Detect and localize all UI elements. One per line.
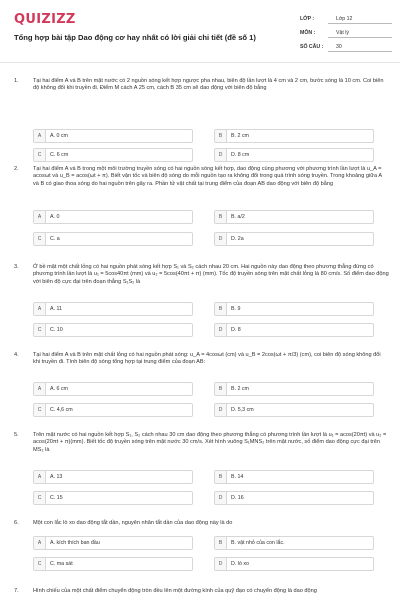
option-text: C. 4,6 cm: [50, 407, 73, 413]
option-a[interactable]: [33, 536, 193, 550]
option-b[interactable]: [214, 210, 374, 224]
option-a[interactable]: [33, 129, 193, 143]
meta-row-subject: [300, 28, 392, 38]
option-letter: D: [215, 558, 227, 570]
option-text: A. kích thích ban đầu: [50, 540, 100, 546]
option-letter: D: [215, 324, 227, 336]
option-a[interactable]: [33, 382, 193, 396]
option-b[interactable]: [214, 302, 374, 316]
option-b[interactable]: [214, 470, 374, 484]
option-text: C. ma sát: [50, 561, 73, 567]
question-text: Ở bề mặt một chất lỏng có hai nguồn phát sóng kết hợp S₁ và S₂ cách nhau 20 cm. Hai nguồn này dao động theo phương thẳng đứng có phương trình lần lượt là u₁ = 5cos40πt (mm) và u₂ = 5cos(40πt + π) (mm). Tốc độ truyền sóng trên mặt chất lỏng là 80 cm/s. Số điểm dao động với biên độ cực đại trên đoạn thẳng S₁S₂ là: [33, 264, 389, 285]
option-letter: C: [34, 233, 46, 245]
option-letter: A: [34, 303, 46, 315]
option-text: B. 14: [231, 474, 244, 480]
header-divider: [0, 62, 400, 63]
option-letter: C: [34, 558, 46, 570]
option-text: D. 2a: [231, 236, 244, 242]
question-text: Hình chiếu của một chất điểm chuyển động tròn đều lên một đường kính của quỹ đạo có chuyển động là dao động: [33, 588, 317, 594]
question-number: 7.: [14, 588, 19, 594]
option-letter: A: [34, 383, 46, 395]
question-text: Trên mặt nước có hai nguồn kết hợp S₁, S₂ cách nhau 30 cm dao động theo phương thẳng có phương trình lần lượt là u₁ = acos(20πt) và u₂ = acos(20πt + π)(mm). Biết tốc độ truyền sóng trên mặt nước 30 cm/s. Xét hình vuông S₁MNS₂ trên mặt nước, số điểm dao động cực đại trên MS₂ là: [33, 432, 387, 453]
option-letter: A: [34, 471, 46, 483]
option-text: C. 6 cm: [50, 152, 69, 158]
option-text: B. 9: [231, 306, 241, 312]
option-letter: A: [34, 211, 46, 223]
option-text: C. 10: [50, 327, 63, 333]
option-letter: D: [215, 149, 227, 161]
question-text: Tại hai điểm A và B trên mặt nước có 2 nguồn sóng kết hợp ngược pha nhau, biên độ lần lượt là 4 cm và 2 cm, bước sóng là 10 cm. Coi biên độ không đổi khi truyền đi. Điểm M cách A 25 cm, cách B 35 cm sẽ dao động với biên độ bằng: [33, 78, 384, 92]
option-letter: B: [215, 303, 227, 315]
option-d[interactable]: [214, 148, 374, 162]
option-text: B. 2 cm: [231, 133, 249, 139]
option-text: A. 0 cm: [50, 133, 68, 139]
option-c[interactable]: [33, 403, 193, 417]
meta-value: Lớp 12: [328, 15, 392, 24]
option-text: D. 16: [231, 495, 244, 501]
option-letter: B: [215, 383, 227, 395]
option-letter: A: [34, 537, 46, 549]
option-a[interactable]: [33, 210, 193, 224]
option-letter: C: [34, 324, 46, 336]
meta-label: LỚP :: [300, 16, 315, 22]
option-d[interactable]: [214, 232, 374, 246]
question-text: Tại hai điểm A và B trong một môi trường truyền sóng có hai nguồn sóng kết hợp, dao động cùng phương với phương trình lần lượt là u_A = acosωt và u_B = acos(ωt + π). Biết vận tốc và biên độ sóng do mỗi nguồn tạo ra không đổi trong quá trình sóng truyền. Trong khoảng giữa A và B có giao thoa sóng do hai nguồn trên gây ra. Phần tử vật chất tại trung điểm của đoạn AB dao động với biên độ bằng: [33, 166, 382, 187]
option-text: D. 8: [231, 327, 241, 333]
question-number: 3.: [14, 264, 19, 270]
option-c[interactable]: [33, 232, 193, 246]
question-3: [14, 264, 390, 348]
question-7: [14, 588, 390, 600]
option-letter: D: [215, 233, 227, 245]
option-text: D. lò xo: [231, 561, 249, 567]
option-letter: D: [215, 492, 227, 504]
option-letter: A: [34, 130, 46, 142]
option-text: A. 11: [50, 306, 62, 312]
option-c[interactable]: [33, 148, 193, 162]
option-text: A. 13: [50, 474, 63, 480]
option-a[interactable]: [33, 470, 193, 484]
meta-value: Vật lý: [328, 29, 392, 38]
question-text: Tại hai điểm A và B trên mặt chất lỏng có hai nguồn phát sóng: u_A = 4cosωt (cm) và u_B = 2cos(ωt + π/3) (cm), coi biên độ sóng không đổi khi truyền đi. Tính biên độ sóng tổng hợp tại trung điểm của đoạn AB:: [33, 352, 381, 366]
quizizz-logo[interactable]: QUIZIZZ: [14, 12, 76, 27]
option-b[interactable]: [214, 382, 374, 396]
option-d[interactable]: [214, 403, 374, 417]
option-text: B. vật nhỏ của con lắc.: [231, 540, 285, 546]
option-text: C. a: [50, 236, 60, 242]
question-text: Một con lắc lò xo dao động tắt dần, nguyên nhân tắt dần của dao động này là do: [33, 520, 233, 526]
option-letter: C: [34, 404, 46, 416]
option-text: A. 0: [50, 214, 60, 220]
option-text: A. 6 cm: [50, 386, 68, 392]
option-letter: B: [215, 537, 227, 549]
question-number: 1.: [14, 78, 19, 84]
option-d[interactable]: [214, 491, 374, 505]
option-a[interactable]: [33, 302, 193, 316]
meta-label: SỐ CÂU :: [300, 44, 324, 50]
option-c[interactable]: [33, 557, 193, 571]
option-c[interactable]: [33, 491, 193, 505]
option-d[interactable]: [214, 323, 374, 337]
question-number: 4.: [14, 352, 19, 358]
question-4: [14, 352, 390, 428]
meta-row-question-count: [300, 42, 392, 52]
question-6: [14, 520, 390, 584]
option-letter: D: [215, 404, 227, 416]
question-5: [14, 432, 390, 516]
option-b[interactable]: [214, 129, 374, 143]
meta-row-class: [300, 14, 392, 24]
worksheet-meta: [300, 14, 392, 56]
question-number: 2.: [14, 166, 19, 172]
option-letter: B: [215, 471, 227, 483]
option-letter: C: [34, 492, 46, 504]
question-1: [14, 78, 390, 162]
option-text: B. a/2: [231, 214, 245, 220]
option-text: B. 2 cm: [231, 386, 249, 392]
worksheet-title: Tổng hợp bài tập Dao động cơ hay nhất có lời giải chi tiết (đề số 1): [14, 33, 256, 42]
option-d[interactable]: [214, 557, 374, 571]
question-2: [14, 166, 390, 250]
option-c[interactable]: [33, 323, 193, 337]
option-text: D. 5,3 cm: [231, 407, 254, 413]
option-text: D. 8 cm: [231, 152, 250, 158]
option-letter: B: [215, 130, 227, 142]
meta-value: 30: [328, 43, 392, 52]
worksheet-header: [0, 0, 400, 62]
option-letter: B: [215, 211, 227, 223]
option-text: C. 15: [50, 495, 63, 501]
question-number: 6.: [14, 520, 19, 526]
meta-label: MÔN :: [300, 30, 316, 36]
option-b[interactable]: [214, 536, 374, 550]
option-letter: C: [34, 149, 46, 161]
question-number: 5.: [14, 432, 19, 438]
